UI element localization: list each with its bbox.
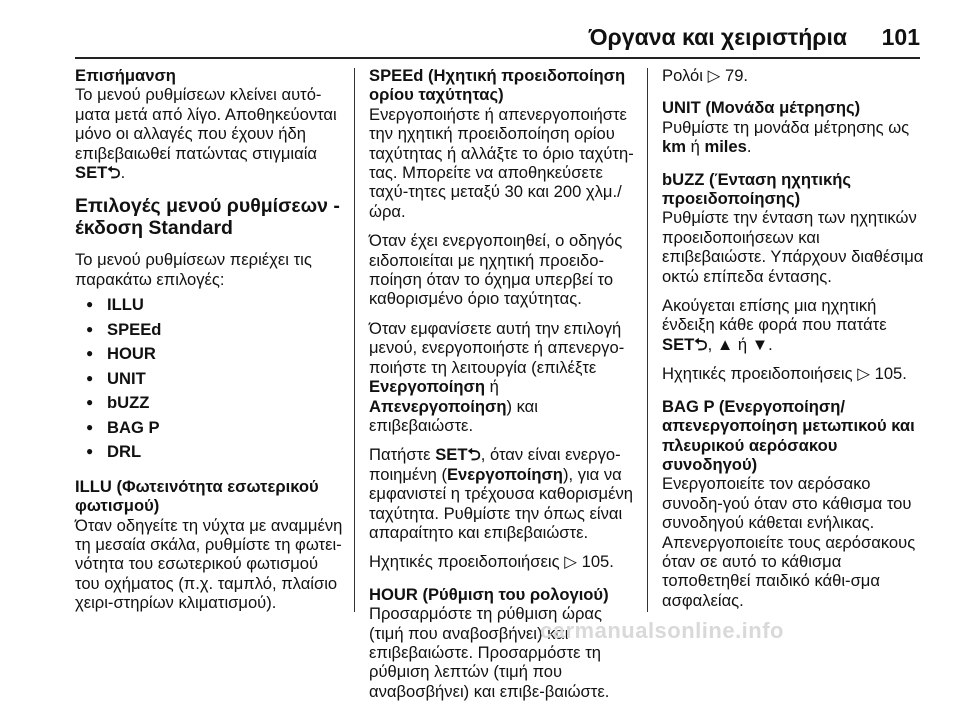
- activate-label: Ενεργοποίηση: [446, 464, 563, 484]
- speed-heading: SPEEd (Ηχητική προειδοποίηση ορίου ταχύτητας): [369, 66, 626, 105]
- set-key-label: SET: [662, 334, 695, 354]
- clock-ref-page: 79.: [724, 66, 749, 85]
- hour-text: Προσαρμόστε τη ρύθμιση ώρας (τιμή που αναβοσβήνει) και επιβεβαιώστε. Προσαρμόστε τη ρύθμιση λεπτών (τιμή που αναβοσβήνει) και επιβε-βαιώστε.: [369, 604, 610, 701]
- notice-end: .: [120, 163, 126, 183]
- list-item: ● HOUR: [75, 344, 345, 369]
- list-item: ● BAG P: [75, 418, 345, 443]
- back-arrow-icon: ⮌: [107, 163, 121, 183]
- hour-heading: HOUR (Ρύθμιση του ρολογιού): [369, 584, 609, 604]
- triangle-up-icon: ▲: [716, 334, 734, 354]
- clock-reference: [662, 66, 928, 85]
- list-item: ● DRL: [75, 442, 345, 467]
- unit-text: [662, 118, 928, 157]
- speed-p4-text: Πατήστε: [369, 445, 431, 465]
- back-arrow-icon: ⮌: [467, 445, 481, 465]
- speed-ref-page: 105.: [581, 552, 614, 572]
- page-number: 101: [881, 24, 920, 50]
- speed-paragraph-5: [369, 552, 635, 571]
- list-item: ● UNIT: [75, 369, 345, 394]
- column-middle: [369, 66, 635, 701]
- notice-heading: Επισήμανση: [75, 66, 176, 85]
- speed-p4-mid: , όταν είναι ενεργο-ποιημένη (: [369, 445, 621, 484]
- options-list: [75, 295, 345, 467]
- bag-heading: BAG P (Ενεργοποίηση/ απενεργοποίηση μετωπικού και πλευρικού αερόσακου συνοδηγού): [662, 396, 915, 474]
- buzz-paragraph-2: [662, 296, 928, 354]
- illu-text: Όταν οδηγείτε τη νύχτα με αναμμένη τη μεσαία σκάλα, ρυθμίστε τη φωτει-νότητα του εσωτερικού φωτισμού του οχήματος (π.χ. ταμπλό, πλαίσιο χειρι-στηρίων κλιματισμού).: [75, 515, 343, 613]
- unit-or: ή: [685, 137, 705, 157]
- section-heading: Επιλογές μενού ρυθμίσεων - έκδοση Standard: [75, 195, 340, 240]
- notice-block: [75, 66, 345, 182]
- buzz-p2-or: ή: [733, 334, 748, 354]
- back-arrow-icon: ⮌: [694, 334, 708, 354]
- set-key-label: SET: [75, 163, 108, 183]
- bag-text: Ενεργοποιείτε τον αερόσακο συνοδη-γού όταν στο κάθισμα του συνοδηγού κάθεται ενήλικας. Απενεργοποιείτε τους αερόσακους όταν σε αυτό το κάθισμα τοποθετηθεί παιδικό κάθι-σμα ασφαλείας.: [662, 474, 916, 610]
- speed-paragraph-4: [369, 445, 635, 542]
- notice-text: [75, 85, 345, 182]
- intro-text: Το μενού ρυθμίσεων περιέχει τις παρακάτω επιλογές:: [75, 250, 312, 289]
- column-left: [75, 66, 345, 623]
- speed-paragraph-1: Ενεργοποιήστε ή απενεργοποιήστε την ηχητική προειδοποίηση ορίου ταχύτητας ή αλλάξτε το όριο ταχύτη-τας. Μπορείτε να αποθηκεύσετε ταχύ-τητες μεταξύ 30 και 200 χλμ./ώρα.: [369, 104, 634, 221]
- column-divider-2: [647, 68, 648, 612]
- unit-end: .: [746, 137, 752, 157]
- unit-heading: UNIT (Μονάδα μέτρησης): [662, 98, 861, 118]
- list-item: ● ILLU: [75, 295, 345, 320]
- illu-heading: ILLU (Φωτεινότητα εσωτερικού φωτισμού): [75, 476, 319, 516]
- buzz-heading: bUZZ (Ένταση ηχητικής προειδοποίησης): [662, 169, 852, 209]
- buzz-paragraph-3: [662, 364, 928, 383]
- notice-body: Το μενού ρυθμίσεων κλείνει αυτό-ματα μετά από λίγο. Αποθηκεύονται μόνο οι αλλαγές που έχουν ήδη επιβεβαιωθεί πατώντας στιγμιαία: [75, 85, 337, 163]
- activate-label: Ενεργοποίηση: [369, 377, 485, 397]
- set-key-label: SET: [435, 445, 468, 465]
- list-item: ● SPEEd: [75, 320, 345, 345]
- speed-p3-end: ) και επιβεβαιώστε.: [369, 396, 538, 435]
- speed-p3-or: ή: [484, 377, 499, 397]
- illu-block: [75, 477, 345, 613]
- miles-label: miles: [704, 137, 747, 157]
- buzz-p2-end: .: [768, 334, 773, 354]
- buzz-ref-page: 105.: [874, 364, 907, 384]
- page-header: [0, 0, 960, 56]
- clock-ref-text: Ρολόι: [662, 66, 703, 85]
- unit-body: Ρυθμίστε τη μονάδα μέτρησης ως: [662, 117, 910, 137]
- page-reference-arrow-icon: ▷: [857, 364, 870, 384]
- buzz-paragraph-1: Ρυθμίστε την ένταση των ηχητικών προειδοποιήσεων και επιβεβαιώστε. Υπάρχουν διαθέσιμα οκτώ επίπεδα έντασης.: [662, 208, 924, 286]
- speed-paragraph-3: [369, 319, 635, 435]
- km-label: km: [662, 137, 686, 157]
- speed-paragraph-2: Όταν έχει ενεργοποιηθεί, ο οδηγός ειδοποιείται με ηχητική προειδο-ποίηση όταν το όχημα υπερβεί το καθορισμένο όριο ταχύτητας.: [369, 231, 623, 309]
- speed-ref-text: Ηχητικές προειδοποιήσεις: [369, 552, 560, 572]
- speed-p3-text: Όταν εμφανίσετε αυτή την επιλογή μενού, ενεργοποιήστε ή απενεργο-ποιήστε τη λειτουργία (επιλέξτε: [369, 318, 625, 377]
- column-divider-1: [354, 68, 355, 612]
- buzz-ref-text: Ηχητικές προειδοποιήσεις: [662, 364, 853, 384]
- deactivate-label: Απενεργοποίηση: [369, 396, 507, 416]
- watermark: carmanualsonline.info: [540, 618, 784, 643]
- speed-p4-end: ), για να εμφανιστεί η τρέχουσα καθορισμένη ταχύτητα. Ρυθμίστε την όπως είναι απαραίτητο και επιβεβαιώστε.: [369, 464, 634, 542]
- column-right: [662, 66, 928, 610]
- list-item: ● bUZZ: [75, 393, 345, 418]
- page-reference-arrow-icon: ▷: [564, 552, 577, 572]
- buzz-p2-sep: ,: [707, 334, 717, 354]
- buzz-p2-text: Ακούγεται επίσης μια ηχητική ένδειξη κάθε φορά που πατάτε: [662, 296, 887, 335]
- page-reference-arrow-icon: ▷: [707, 66, 721, 85]
- page-title: Όργανα και χειριστήρια: [588, 24, 847, 50]
- header-divider: [75, 57, 920, 59]
- triangle-down-icon: ▼: [751, 334, 769, 354]
